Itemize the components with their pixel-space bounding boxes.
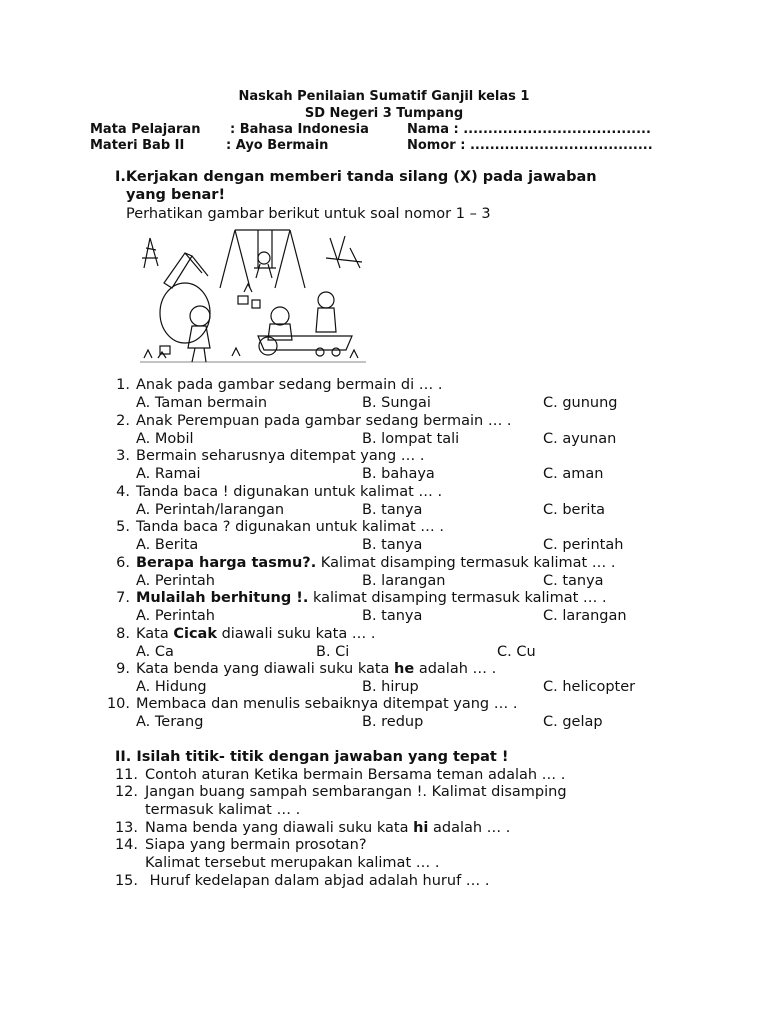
option-b: B. redup bbox=[362, 714, 424, 730]
question-number: 13. bbox=[114, 820, 138, 836]
question-text: Bermain seharusnya ditempat yang … . bbox=[136, 448, 425, 464]
question-text-rest: diawali suku kata … . bbox=[216, 626, 376, 642]
question-bold: Mulailah berhitung !. bbox=[136, 590, 309, 606]
section1-heading: I.Kerjakan dengan memberi tanda silang (X) pada jawaban bbox=[115, 169, 597, 185]
question-number: 7. bbox=[116, 590, 130, 606]
question-text: Tanda baca ! digunakan untuk kalimat … . bbox=[136, 484, 443, 500]
option-a: A. Perintah/larangan bbox=[136, 502, 285, 518]
option-b: B. Ci bbox=[316, 644, 350, 660]
section1-instruction: Perhatikan gambar berikut untuk soal nomor 1 – 3 bbox=[126, 206, 491, 222]
question-bold: Cicak bbox=[173, 626, 217, 642]
question-text-pre: Kata bbox=[136, 626, 174, 642]
question-number: 2. bbox=[116, 413, 130, 429]
question-text bbox=[136, 555, 616, 571]
question-6 bbox=[0, 555, 768, 591]
material-value: : Ayo Bermain bbox=[226, 138, 329, 153]
question-text: Membaca dan menulis sebaiknya ditempat yang … . bbox=[136, 696, 518, 712]
question-number: 8. bbox=[116, 626, 130, 642]
section1-heading-cont: yang benar! bbox=[126, 187, 226, 203]
option-c: C. berita bbox=[543, 502, 606, 518]
question-text: Contoh aturan Ketika bermain Bersama teman adalah … . bbox=[145, 767, 566, 783]
option-a: A. Berita bbox=[136, 537, 199, 553]
question-number: 5. bbox=[116, 519, 130, 535]
question-2 bbox=[0, 413, 768, 449]
question-text: Siapa yang bermain prosotan? bbox=[145, 837, 367, 853]
question-text: Tanda baca ? digunakan untuk kalimat … . bbox=[136, 519, 444, 535]
question-number: 1. bbox=[116, 377, 130, 393]
option-b: B. Sungai bbox=[362, 395, 431, 411]
option-b: B. larangan bbox=[362, 573, 446, 589]
question-text-pre: Kata benda yang diawali suku kata bbox=[136, 661, 395, 677]
question-text-cont: Kalimat tersebut merupakan kalimat … . bbox=[145, 855, 440, 871]
question-14 bbox=[0, 837, 768, 873]
subject-value: : Bahasa Indonesia bbox=[230, 122, 369, 137]
subject-label: Mata Pelajaran bbox=[90, 122, 201, 137]
option-a: A. Taman bermain bbox=[136, 395, 268, 411]
question-number: 15. bbox=[114, 873, 138, 889]
question-text-cont: termasuk kalimat … . bbox=[145, 802, 301, 818]
option-a: A. Ramai bbox=[136, 466, 201, 482]
question-15 bbox=[0, 873, 768, 891]
question-3 bbox=[0, 448, 768, 484]
question-bold: hi bbox=[413, 820, 429, 836]
material-label: Materi Bab II bbox=[90, 138, 185, 153]
option-c: C. gelap bbox=[543, 714, 603, 730]
question-text bbox=[136, 590, 607, 606]
multiple-choice-list bbox=[0, 377, 768, 737]
option-a: A. Hidung bbox=[136, 679, 207, 695]
question-number: 6. bbox=[116, 555, 130, 571]
option-c: C. tanya bbox=[543, 573, 604, 589]
option-c: C. ayunan bbox=[543, 431, 617, 447]
school-name: SD Negeri 3 Tumpang bbox=[304, 106, 464, 121]
question-bold: Berapa harga tasmu?. bbox=[136, 555, 317, 571]
option-b: B. hirup bbox=[362, 679, 419, 695]
question-13 bbox=[0, 820, 768, 838]
question-10 bbox=[0, 696, 768, 732]
option-a: A. Mobil bbox=[136, 431, 194, 447]
question-text: Anak pada gambar sedang bermain di … . bbox=[136, 377, 443, 393]
question-text: Huruf kedelapan dalam abjad adalah huruf … . bbox=[145, 873, 490, 889]
question-8 bbox=[0, 626, 768, 662]
question-text-rest: adalah … . bbox=[414, 661, 497, 677]
option-b: B. bahaya bbox=[362, 466, 435, 482]
question-text-rest: adalah … . bbox=[428, 820, 511, 836]
option-c: C. perintah bbox=[543, 537, 624, 553]
option-a: A. Perintah bbox=[136, 608, 215, 624]
section2-heading: II. Isilah titik- titik dengan jawaban yang tepat ! bbox=[115, 749, 509, 765]
option-c: C. helicopter bbox=[543, 679, 636, 695]
question-text-rest: Kalimat disamping termasuk kalimat … . bbox=[316, 555, 616, 571]
question-number: 3. bbox=[116, 448, 130, 464]
page-title: Naskah Penilaian Sumatif Ganjil kelas 1 bbox=[238, 89, 530, 104]
question-number: 11. bbox=[114, 767, 138, 783]
question-number: 9. bbox=[116, 661, 130, 677]
question-4 bbox=[0, 484, 768, 520]
question-text: Jangan buang sampah sembarangan !. Kalimat disamping bbox=[145, 784, 567, 800]
question-text bbox=[145, 820, 510, 836]
question-number: 14. bbox=[114, 837, 138, 853]
option-c: C. Cu bbox=[497, 644, 536, 660]
question-text bbox=[136, 626, 376, 642]
option-a: A. Terang bbox=[136, 714, 204, 730]
question-text-pre: Nama benda yang diawali suku kata bbox=[145, 820, 414, 836]
option-c: C. larangan bbox=[543, 608, 627, 624]
question-number: 10. bbox=[106, 696, 130, 712]
question-text bbox=[136, 661, 496, 677]
number-field: Nomor : ..................................... bbox=[407, 138, 653, 153]
question-12 bbox=[0, 784, 768, 820]
option-b: B. tanya bbox=[362, 537, 423, 553]
option-c: C. gunung bbox=[543, 395, 618, 411]
question-bold: he bbox=[394, 661, 415, 677]
question-number: 12. bbox=[114, 784, 138, 800]
question-number: 4. bbox=[116, 484, 130, 500]
option-a: A. Ca bbox=[136, 644, 174, 660]
option-b: B. tanya bbox=[362, 502, 423, 518]
option-a: A. Perintah bbox=[136, 573, 215, 589]
playground-illustration bbox=[140, 228, 366, 364]
question-text: Anak Perempuan pada gambar sedang bermain … . bbox=[136, 413, 512, 429]
name-field: Nama : ...................................... bbox=[407, 122, 651, 137]
question-1 bbox=[0, 377, 768, 413]
fill-in-list bbox=[0, 767, 768, 897]
option-b: B. tanya bbox=[362, 608, 423, 624]
question-text-rest: kalimat disamping termasuk kalimat … . bbox=[308, 590, 607, 606]
option-b: B. lompat tali bbox=[362, 431, 460, 447]
question-7 bbox=[0, 590, 768, 626]
question-11 bbox=[0, 767, 768, 785]
question-5 bbox=[0, 519, 768, 555]
question-9 bbox=[0, 661, 768, 697]
option-c: C. aman bbox=[543, 466, 604, 482]
